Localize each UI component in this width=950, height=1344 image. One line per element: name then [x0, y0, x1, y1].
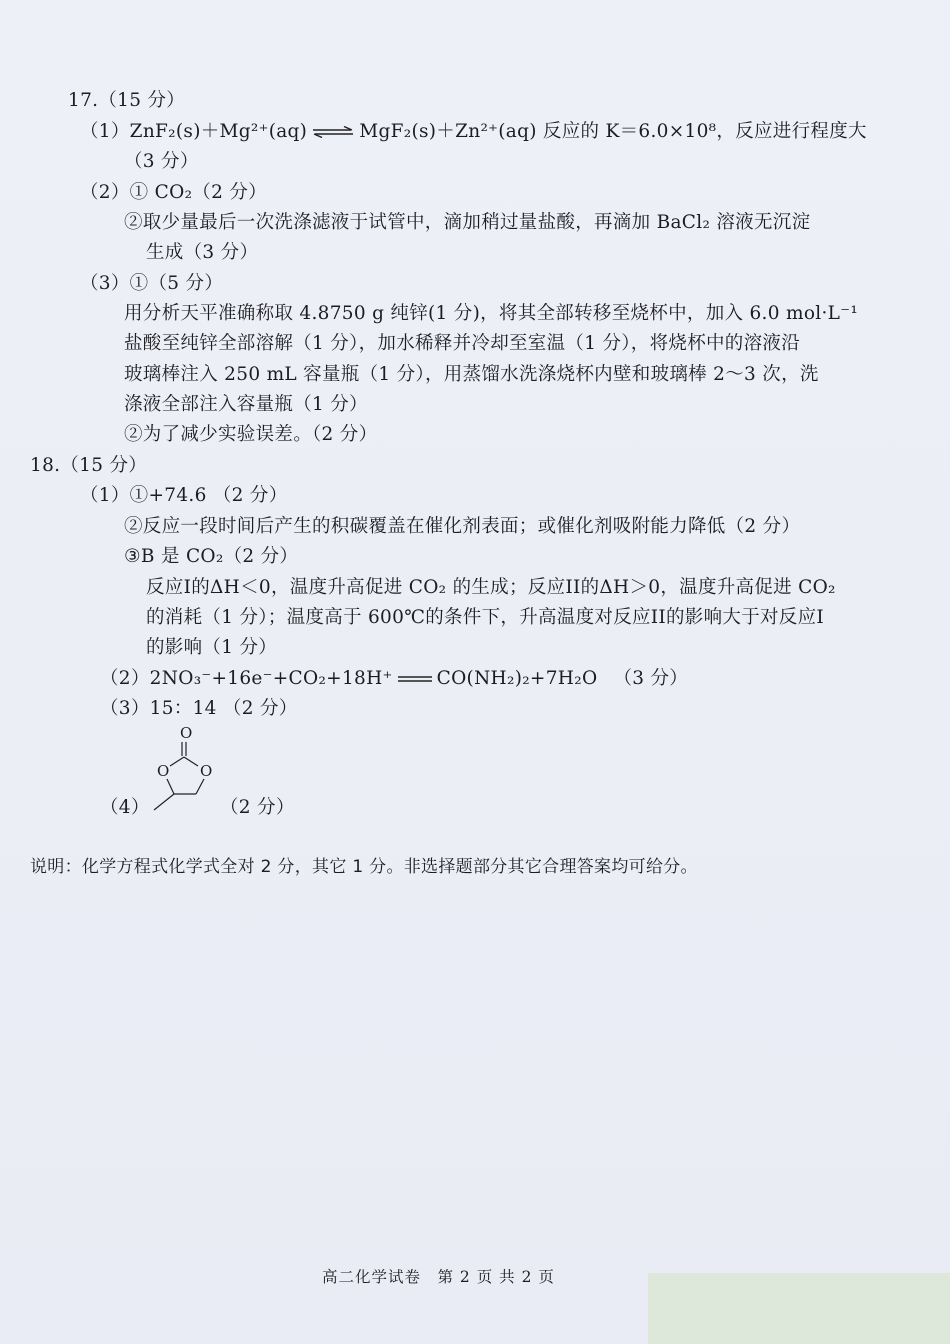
q18-equation-left: 2NO₃⁻+16e⁻+CO₂+18H⁺	[149, 668, 393, 689]
q17-part3-line3: 盐酸至纯锌全部溶解（1 分），加水稀释并冷却至室温（1 分），将烧杯中的溶液沿	[124, 333, 801, 354]
equals-sign-icon	[397, 674, 433, 684]
q18-part2	[100, 664, 688, 694]
q18-part1-line4: 反应I的ΔH＜0，温度升高促进 CO₂ 的生成；反应II的ΔH＞0，温度升高促进 CO₂	[146, 577, 836, 598]
cyclic-carbonate-structure	[148, 724, 220, 820]
q18-equation-right: CO(NH₂)₂+7H₂O	[436, 668, 598, 689]
q17-part2-line2: ②取少量最后一次洗涤滤液于试管中，滴加稍过量盐酸，再滴加 BaCl₂ 溶液无沉淀	[124, 212, 811, 233]
corner-patch	[648, 1273, 950, 1344]
q18-part1-line3: ③B 是 CO₂（2 分）	[124, 546, 299, 567]
q17-part3-line6: ②为了减少实验误差。（2 分）	[124, 424, 378, 445]
q18-part1-line6: 的影响（1 分）	[146, 637, 278, 658]
q18-part1-line1: （1）①+74.6 （2 分）	[80, 485, 288, 506]
structure-atom-right: O	[200, 762, 213, 780]
q18-part2-score: （3 分）	[613, 668, 689, 689]
q17-part3-line4: 玻璃棒注入 250 mL 容量瓶（1 分），用蒸馏水洗涤烧杯内壁和玻璃棒 2～3 次，洗	[124, 364, 819, 385]
q17-reaction-left: ZnF₂(s)＋Mg²⁺(aq)	[129, 121, 308, 142]
q17-part1-score: （3 分）	[124, 151, 199, 172]
q17-reaction-right: MgF₂(s)＋Zn²⁺(aq)	[359, 121, 537, 142]
structure-atom-left: O	[157, 762, 170, 780]
q18-part4-score: （2 分）	[220, 797, 295, 818]
q18-part1-line5: 的消耗（1 分）；温度高于 600℃的条件下，升高温度对反应II的影响大于对反应I	[146, 607, 825, 628]
q18-part2-number: （2）	[100, 668, 150, 689]
q17-part3-line5: 涤液全部注入容量瓶（1 分）	[124, 394, 368, 415]
q17-part2-line1: （2）① CO₂（2 分）	[80, 182, 267, 203]
q17-part2-line3: 生成（3 分）	[146, 242, 259, 263]
q17-part3-line1: （3）①（5 分）	[80, 273, 224, 294]
q17-part1-number: （1）	[80, 121, 130, 142]
equilibrium-arrow-icon	[311, 126, 355, 138]
structure-atom-top: O	[180, 724, 193, 742]
q18-part3: （3）15：14 （2 分）	[100, 698, 298, 719]
q17-part1	[80, 117, 867, 147]
q18-part4-number: （4）	[100, 797, 150, 818]
q18-part1-line2: ②反应一段时间后产生的积碳覆盖在催化剂表面；或催化剂吸附能力降低（2 分）	[124, 516, 801, 537]
grading-note: 说明：化学方程式化学式全对 2 分，其它 1 分。非选择题部分其它合理答案均可给分。	[30, 857, 698, 877]
q17-header: 17.（15 分）	[68, 90, 186, 111]
q18-header: 18.（15 分）	[30, 455, 148, 476]
q17-part3-line2: 用分析天平准确称取 4.8750 g 纯锌(1 分)，将其全部转移至烧杯中，加入 6.0 mol·L⁻¹	[124, 303, 859, 324]
q17-part1-tail: 反应的 K＝6.0×10⁸，反应进行程度大	[536, 121, 867, 142]
page-footer: 高二化学试卷 第 2 页 共 2 页	[322, 1268, 555, 1286]
